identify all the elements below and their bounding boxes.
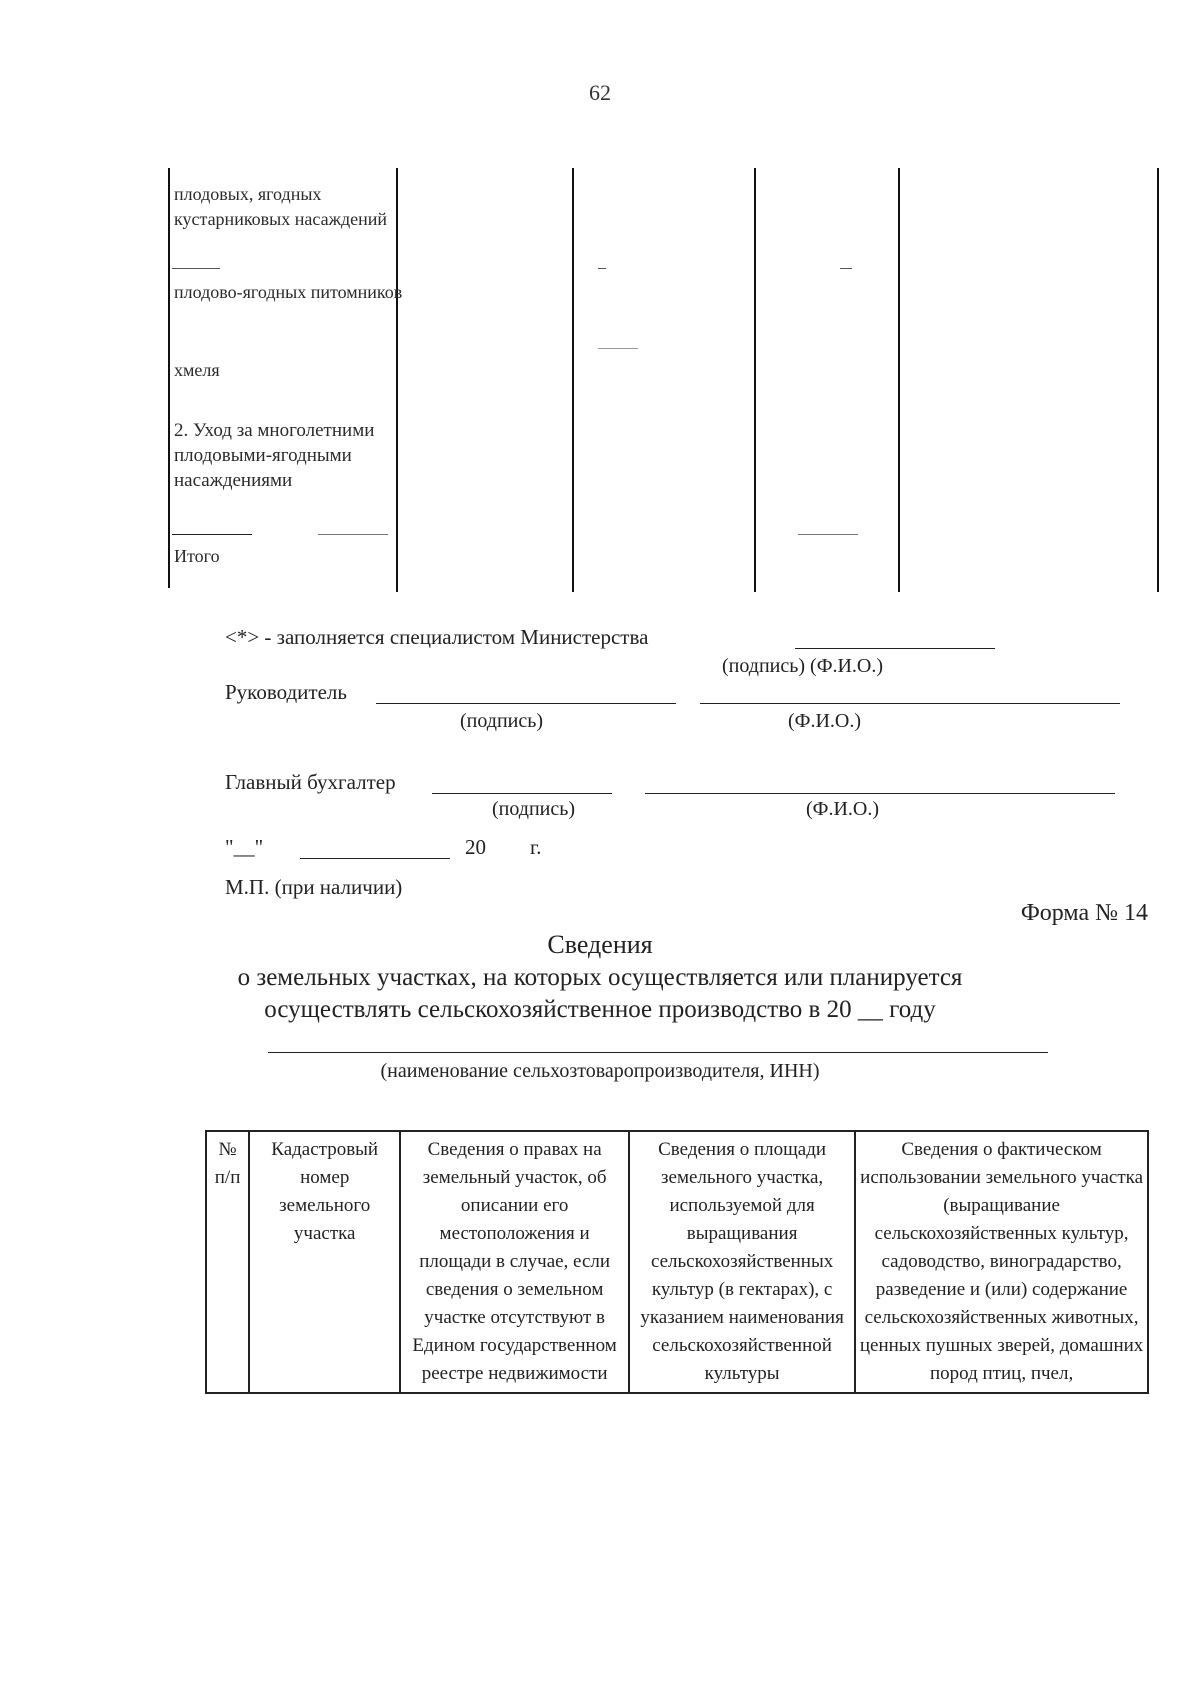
table-row: плодовых, ягодных кустарниковых насаждений	[174, 184, 388, 229]
table-row: плодово-ягодных питомников	[174, 282, 403, 302]
producer-caption: (наименование сельхозтоваропроизводителя, ИНН)	[380, 1060, 820, 1082]
dash-mark	[840, 268, 852, 269]
table-border-right	[1157, 168, 1159, 592]
signature-line	[795, 648, 995, 649]
producer-line	[268, 1052, 1048, 1053]
form-title: Сведения	[547, 930, 653, 959]
stamp-label: М.П. (при наличии)	[225, 875, 403, 899]
form-subtitle: осуществлять сельскохозяйственное производство в 20 __ году	[264, 996, 936, 1023]
note-caption: (подпись) (Ф.И.О.)	[722, 655, 884, 677]
table-row: 2. Уход за многолетними плодовыми-ягодными насаждениями	[174, 420, 375, 491]
head-fio-caption: (Ф.И.О.)	[788, 710, 862, 732]
form-subtitle: о земельных участках, на которых осуществляется или планируется	[237, 964, 963, 991]
col-number: № п/п	[206, 1131, 249, 1393]
accountant-fio-caption: (Ф.И.О.)	[806, 798, 880, 820]
table-col-divider	[754, 168, 756, 592]
table-row: хмеля	[174, 360, 220, 380]
head-label: Руководитель	[225, 680, 347, 704]
accountant-sign-caption: (подпись)	[492, 798, 576, 820]
form-number: Форма № 14	[1020, 900, 1148, 926]
land-plots-table	[205, 1130, 1149, 1394]
col-usage: Сведения о фактическом использовании земельного участка (выращивание сельскохозяйственных культур, садоводство, виноградарство, разведение и (или) содержание сельскохозяйственных животных, ценных пушных зверей, домашних пород птиц, пчел,	[855, 1131, 1148, 1393]
table-col-divider	[572, 168, 574, 592]
head-fio-line	[700, 703, 1120, 704]
page-number: 62	[589, 80, 611, 105]
date-month-line	[300, 858, 450, 859]
row-divider	[172, 268, 220, 269]
table-header-row	[206, 1131, 1148, 1393]
col-rights: Сведения о правах на земельный участок, об описании его местоположения и площади в случае, если сведения о земельном участке отсутствуют в Едином государственном реестре недвижимости	[400, 1131, 629, 1393]
col-cadastral: Кадастровый номер земельного участка	[249, 1131, 400, 1393]
table-col-divider	[898, 168, 900, 592]
head-signature-line	[376, 703, 676, 704]
table-border-left	[168, 168, 170, 588]
dash-mark	[798, 534, 858, 535]
accountant-label: Главный бухгалтер	[225, 770, 396, 794]
specialist-note: <*> - заполняется специалистом Министерства	[225, 625, 649, 649]
continued-table	[168, 168, 1158, 592]
date-suffix: г.	[530, 835, 542, 859]
table-row: Итого	[174, 546, 220, 566]
dash-mark	[598, 348, 638, 349]
dash-mark	[598, 268, 606, 269]
date-open: "__"	[225, 835, 264, 859]
accountant-signature-line	[432, 793, 612, 794]
head-sign-caption: (подпись)	[460, 710, 544, 732]
dash-mark	[318, 534, 388, 535]
col-area: Сведения о площади земельного участка, используемой для выращивания сельскохозяйственных культур (в гектарах), с указанием наименования сельскохозяйственной культуры	[629, 1131, 855, 1393]
date-year: 20	[465, 835, 486, 859]
accountant-fio-line	[645, 793, 1115, 794]
row-divider	[172, 534, 252, 535]
